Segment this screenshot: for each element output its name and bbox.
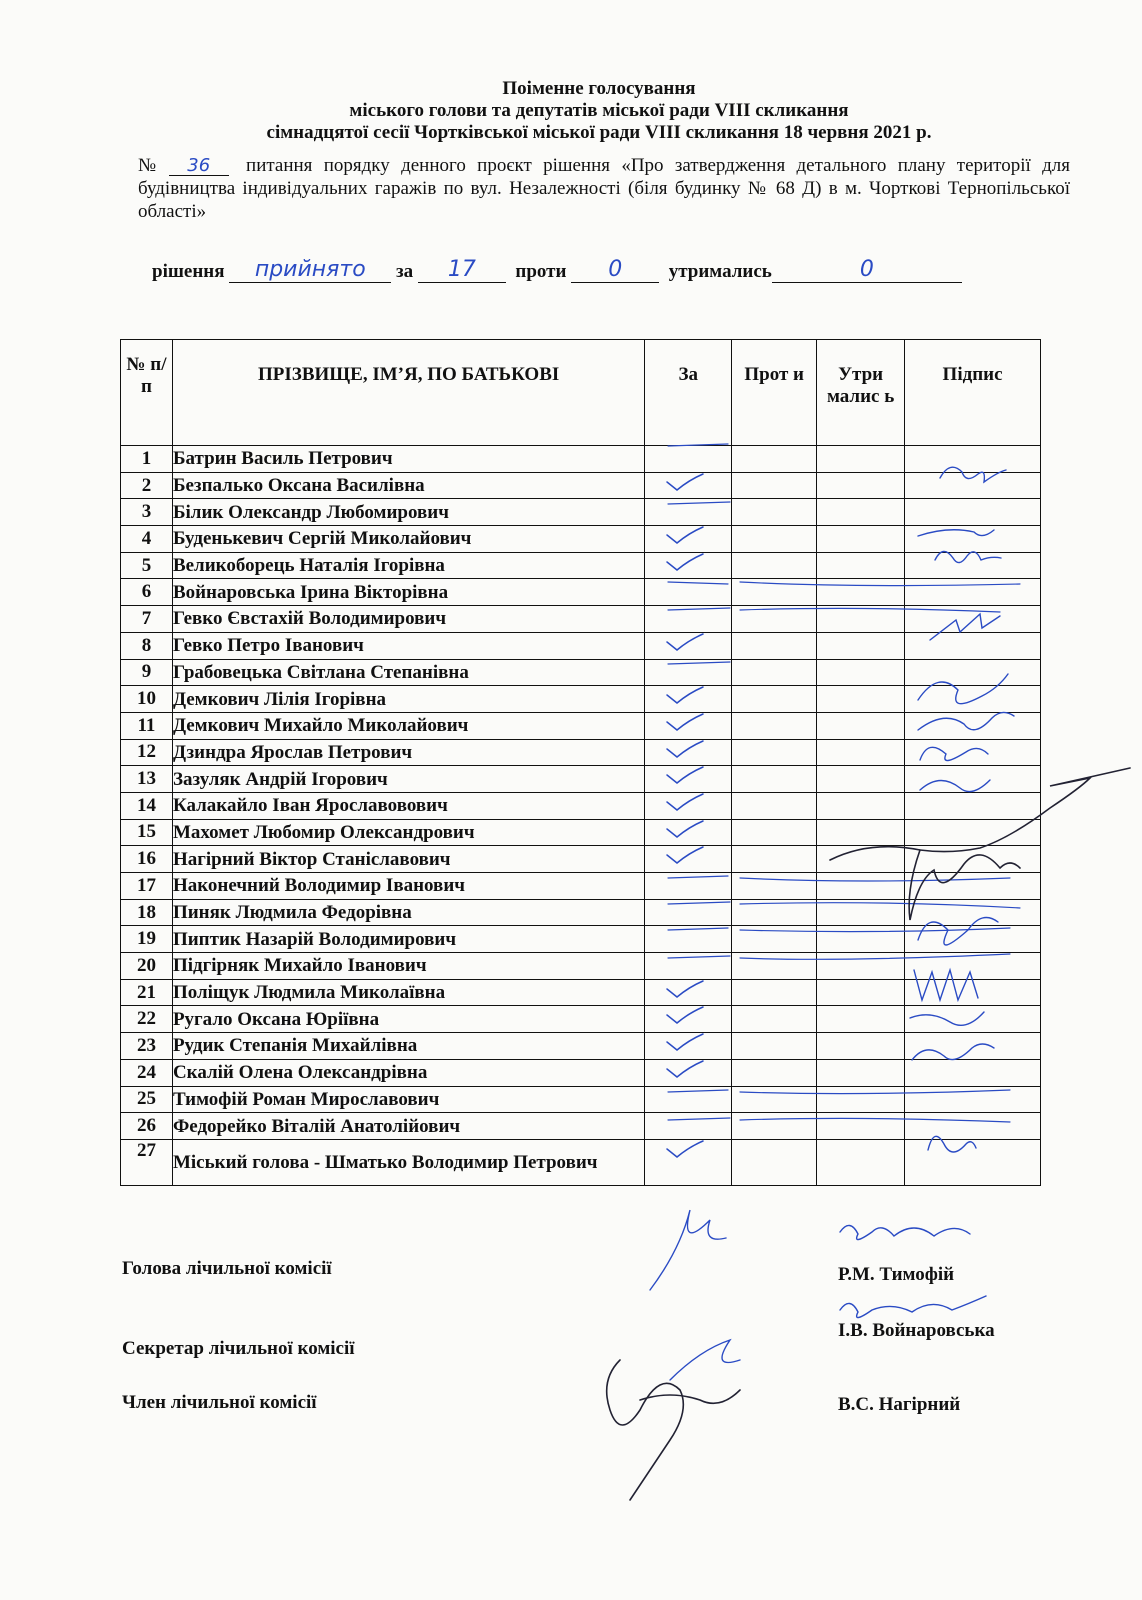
- vote-against-cell: [732, 1139, 817, 1185]
- checkmark-icon: [675, 769, 699, 785]
- row-number: 20: [121, 953, 173, 980]
- table-row: [121, 899, 1041, 926]
- signature-cell: [905, 686, 1041, 713]
- row-number: 7: [121, 606, 173, 633]
- table-row: [121, 1086, 1041, 1113]
- signature-cell: [905, 739, 1041, 766]
- vote-abstained-cell: [817, 766, 905, 793]
- signature-cell: [905, 472, 1041, 499]
- deputy-name: Поліщук Людмила Миколаївна: [172, 979, 644, 1006]
- vote-abstained-cell: [817, 1086, 905, 1113]
- vote-against-cell: [732, 446, 817, 473]
- abstained-label: утримались: [668, 261, 772, 282]
- row-number: 15: [121, 819, 173, 846]
- deputy-name: Федорейко Віталій Анатолійович: [172, 1113, 644, 1140]
- table-row: [121, 846, 1041, 873]
- signature-cell: [905, 526, 1041, 553]
- signature-cell: [905, 1113, 1041, 1140]
- signature-cell: [905, 873, 1041, 900]
- signature-cell: [905, 846, 1041, 873]
- signature-cell: [905, 712, 1041, 739]
- vote-against-cell: [732, 632, 817, 659]
- signature-cell: [905, 632, 1041, 659]
- vote-abstained-cell: [817, 739, 905, 766]
- row-number: 19: [121, 926, 173, 953]
- table-row: [121, 712, 1041, 739]
- vote-abstained-cell: [817, 446, 905, 473]
- vote-against-cell: [732, 873, 817, 900]
- vote-abstained-cell: [817, 632, 905, 659]
- row-number: 12: [121, 739, 173, 766]
- table-row: [121, 659, 1041, 686]
- against-value: 0: [571, 258, 659, 283]
- row-number: 26: [121, 1113, 173, 1140]
- deputy-name: Войнаровська Ірина Вікторівна: [172, 579, 644, 606]
- signature-cell: [905, 446, 1041, 473]
- vote-against-cell: [732, 846, 817, 873]
- table-row: [121, 979, 1041, 1006]
- checkmark-icon: [675, 823, 699, 839]
- vote-abstained-cell: [817, 1059, 905, 1086]
- header-name: ПРІЗВИЩЕ, ІМ’Я, ПО БАТЬКОВІ: [172, 340, 644, 446]
- signature-cell: [905, 659, 1041, 686]
- row-number: 18: [121, 899, 173, 926]
- vote-for-cell: [645, 1006, 732, 1033]
- vote-against-cell: [732, 579, 817, 606]
- vote-for-cell: [645, 846, 732, 873]
- table-row: [121, 499, 1041, 526]
- deputy-name: Білик Олександр Любомирович: [172, 499, 644, 526]
- vote-for-cell: [645, 659, 732, 686]
- signature-cell: [905, 1033, 1041, 1060]
- vote-abstained-cell: [817, 846, 905, 873]
- deputy-name: Пиптик Назарій Володимирович: [172, 926, 644, 953]
- deputy-name: Міський голова - Шматько Володимир Петрович: [172, 1139, 644, 1185]
- signature-cell: [905, 1006, 1041, 1033]
- vote-for-cell: [645, 686, 732, 713]
- row-number: 21: [121, 979, 173, 1006]
- header-for: За: [645, 340, 732, 446]
- deputy-name: Демкович Михайло Миколайович: [172, 712, 644, 739]
- chair-name: Р.М. Тимофій: [838, 1264, 955, 1285]
- row-number: 10: [121, 686, 173, 713]
- vote-against-cell: [732, 1086, 817, 1113]
- row-number: 3: [121, 499, 173, 526]
- row-number: 1: [121, 446, 173, 473]
- header-signature: Підпис: [905, 340, 1041, 446]
- member-label: Член лічильної комісії: [122, 1392, 317, 1413]
- document-title: [120, 78, 1078, 144]
- signature-cell: [905, 1139, 1041, 1185]
- vote-abstained-cell: [817, 659, 905, 686]
- vote-abstained-cell: [817, 926, 905, 953]
- checkmark-icon: [675, 529, 699, 545]
- for-value: 17: [418, 258, 506, 283]
- vote-abstained-cell: [817, 1006, 905, 1033]
- signature-cell: [905, 552, 1041, 579]
- title-line-1: Поіменне голосування: [502, 78, 696, 99]
- checkmark-icon: [675, 1063, 699, 1079]
- vote-abstained-cell: [817, 873, 905, 900]
- deputy-name: Махомет Любомир Олександрович: [172, 819, 644, 846]
- deputy-name: Підгірняк Михайло Іванович: [172, 953, 644, 980]
- checkmark-icon: [675, 1036, 699, 1052]
- deputy-name: Наконечний Володимир Іванович: [172, 873, 644, 900]
- vote-abstained-cell: [817, 499, 905, 526]
- table-row: [121, 792, 1041, 819]
- table-body: [121, 446, 1041, 1186]
- vote-abstained-cell: [817, 686, 905, 713]
- table-row: [121, 1033, 1041, 1060]
- vote-abstained-cell: [817, 899, 905, 926]
- table-row: [121, 926, 1041, 953]
- question-text: питання порядку денного проєкт рішення «Про затвердження детального плану території для будівництва індивідуальних гаражів по вул. Незалежності (біля будинку № 68 Д) в м. Чорткові Тернопільської області»: [138, 155, 1070, 222]
- table-row: [121, 953, 1041, 980]
- deputy-name: Пиняк Людмила Федорівна: [172, 899, 644, 926]
- vote-for-cell: [645, 899, 732, 926]
- vote-against-cell: [732, 899, 817, 926]
- vote-for-cell: [645, 792, 732, 819]
- vote-against-cell: [732, 953, 817, 980]
- checkmark-icon: [675, 636, 699, 652]
- vote-against-cell: [732, 686, 817, 713]
- vote-for-cell: [645, 979, 732, 1006]
- signature-cell: [905, 953, 1041, 980]
- against-label: проти: [515, 261, 567, 282]
- vote-for-cell: [645, 472, 732, 499]
- row-number: 24: [121, 1059, 173, 1086]
- vote-abstained-cell: [817, 552, 905, 579]
- decision-value: прийнято: [229, 258, 391, 283]
- deputy-name: Буденькевич Сергій Миколайович: [172, 526, 644, 553]
- checkmark-icon: [675, 716, 699, 732]
- row-number: 2: [121, 472, 173, 499]
- checkmark-icon: [675, 1009, 699, 1025]
- signature-cell: [905, 1086, 1041, 1113]
- vote-for-cell: [645, 446, 732, 473]
- row-number: 6: [121, 579, 173, 606]
- vote-against-cell: [732, 659, 817, 686]
- signature-cell: [905, 579, 1041, 606]
- signature-cell: [905, 766, 1041, 793]
- row-number: 9: [121, 659, 173, 686]
- vote-against-cell: [732, 606, 817, 633]
- signature-cell: [905, 979, 1041, 1006]
- vote-for-cell: [645, 1113, 732, 1140]
- vote-against-cell: [732, 499, 817, 526]
- table-row: [121, 1059, 1041, 1086]
- table-row: [121, 873, 1041, 900]
- row-number: 25: [121, 1086, 173, 1113]
- header-against: Прот и: [732, 340, 817, 446]
- vote-against-cell: [732, 472, 817, 499]
- table-row: [121, 579, 1041, 606]
- vote-for-cell: [645, 873, 732, 900]
- table-row: [121, 1006, 1041, 1033]
- vote-for-cell: [645, 579, 732, 606]
- vote-abstained-cell: [817, 1033, 905, 1060]
- table-row: [121, 526, 1041, 553]
- vote-against-cell: [732, 1113, 817, 1140]
- signature-cell: [905, 819, 1041, 846]
- row-number: 22: [121, 1006, 173, 1033]
- vote-against-cell: [732, 712, 817, 739]
- vote-abstained-cell: [817, 606, 905, 633]
- vote-for-cell: [645, 739, 732, 766]
- vote-abstained-cell: [817, 526, 905, 553]
- table-row: [121, 552, 1041, 579]
- vote-against-cell: [732, 792, 817, 819]
- deputy-name: Грабовецька Світлана Степанівна: [172, 659, 644, 686]
- agenda-question: [138, 154, 1070, 223]
- vote-abstained-cell: [817, 953, 905, 980]
- deputy-name: Дзиндра Ярослав Петрович: [172, 739, 644, 766]
- table-row: [121, 1139, 1041, 1185]
- vote-for-cell: [645, 552, 732, 579]
- row-number: 27: [121, 1139, 173, 1185]
- vote-for-cell: [645, 526, 732, 553]
- table-row: [121, 606, 1041, 633]
- abstained-value: 0: [772, 258, 962, 283]
- signature-cell: [905, 899, 1041, 926]
- secretary-name: І.В. Войнаровська: [838, 1320, 995, 1341]
- row-number: 11: [121, 712, 173, 739]
- deputy-name: Гевко Євстахій Володимирович: [172, 606, 644, 633]
- table-row: [121, 819, 1041, 846]
- vote-for-cell: [645, 632, 732, 659]
- vote-for-cell: [645, 926, 732, 953]
- table-row: [121, 739, 1041, 766]
- deputy-name: Калакайло Іван Ярославовович: [172, 792, 644, 819]
- row-number: 23: [121, 1033, 173, 1060]
- vote-abstained-cell: [817, 792, 905, 819]
- row-number: 8: [121, 632, 173, 659]
- for-label: за: [396, 261, 414, 282]
- vote-abstained-cell: [817, 1113, 905, 1140]
- signature-cell: [905, 499, 1041, 526]
- row-number: 13: [121, 766, 173, 793]
- vote-against-cell: [732, 1033, 817, 1060]
- table-row: [121, 446, 1041, 473]
- vote-for-cell: [645, 499, 732, 526]
- checkmark-icon: [675, 849, 699, 865]
- checkmark-icon: [675, 1143, 699, 1159]
- vote-abstained-cell: [817, 979, 905, 1006]
- vote-abstained-cell: [817, 819, 905, 846]
- vote-abstained-cell: [817, 472, 905, 499]
- vote-against-cell: [732, 926, 817, 953]
- vote-for-cell: [645, 953, 732, 980]
- header-abstained: Утри малис ь: [817, 340, 905, 446]
- vote-against-cell: [732, 819, 817, 846]
- member-name: В.С. Нагірний: [838, 1394, 961, 1415]
- vote-for-cell: [645, 1086, 732, 1113]
- vote-against-cell: [732, 979, 817, 1006]
- deputy-name: Нагірний Віктор Станіславович: [172, 846, 644, 873]
- vote-abstained-cell: [817, 579, 905, 606]
- vote-against-cell: [732, 739, 817, 766]
- roll-call-table: [120, 339, 1041, 1186]
- row-number: 5: [121, 552, 173, 579]
- checkmark-icon: [675, 476, 699, 492]
- deputy-name: Батрин Василь Петрович: [172, 446, 644, 473]
- vote-against-cell: [732, 766, 817, 793]
- signature-cell: [905, 606, 1041, 633]
- row-number: 14: [121, 792, 173, 819]
- vote-for-cell: [645, 712, 732, 739]
- title-line-3: сімнадцятої сесії Чортківської міської ради VIII скликання 18 червня 2021 р.: [266, 122, 932, 143]
- deputy-name: Великоборець Наталія Ігорівна: [172, 552, 644, 579]
- table-row: [121, 686, 1041, 713]
- vote-for-cell: [645, 1139, 732, 1185]
- checkmark-icon: [675, 689, 699, 705]
- table-row: [121, 766, 1041, 793]
- deputy-name: Рудик Степанія Михайлівна: [172, 1033, 644, 1060]
- number-prefix: №: [138, 155, 163, 176]
- table-row: [121, 472, 1041, 499]
- deputy-name: Безпалько Оксана Василівна: [172, 472, 644, 499]
- deputy-name: Демкович Лілія Ігорівна: [172, 686, 644, 713]
- deputy-name: Ругало Оксана Юріївна: [172, 1006, 644, 1033]
- title-line-2: міського голови та депутатів міської ради VIII скликання: [349, 100, 849, 121]
- signature-cell: [905, 792, 1041, 819]
- signature-cell: [905, 1059, 1041, 1086]
- vote-for-cell: [645, 819, 732, 846]
- table-row: [121, 1113, 1041, 1140]
- chair-label: Голова лічильної комісії: [122, 1258, 332, 1279]
- vote-for-cell: [645, 1059, 732, 1086]
- row-number: 4: [121, 526, 173, 553]
- signature-cell: [905, 926, 1041, 953]
- deputy-name: Гевко Петро Іванович: [172, 632, 644, 659]
- vote-against-cell: [732, 1059, 817, 1086]
- vote-against-cell: [732, 1006, 817, 1033]
- result-line: [152, 258, 1052, 283]
- checkmark-icon: [675, 796, 699, 812]
- deputy-name: Зазуляк Андрій Ігорович: [172, 766, 644, 793]
- vote-against-cell: [732, 552, 817, 579]
- header-num: № п/п: [121, 340, 173, 446]
- deputy-name: Скалій Олена Олександрівна: [172, 1059, 644, 1086]
- row-number: 17: [121, 873, 173, 900]
- decision-label: рішення: [152, 261, 225, 282]
- checkmark-icon: [675, 556, 699, 572]
- handwritten-question-number: 36: [169, 157, 229, 176]
- vote-for-cell: [645, 766, 732, 793]
- secretary-label: Секретар лічильної комісії: [122, 1338, 355, 1359]
- vote-for-cell: [645, 606, 732, 633]
- checkmark-icon: [675, 743, 699, 759]
- table-row: [121, 632, 1041, 659]
- vote-against-cell: [732, 526, 817, 553]
- vote-abstained-cell: [817, 1139, 905, 1185]
- row-number: 16: [121, 846, 173, 873]
- checkmark-icon: [675, 983, 699, 999]
- vote-abstained-cell: [817, 712, 905, 739]
- vote-for-cell: [645, 1033, 732, 1060]
- table-header-row: [121, 340, 1041, 446]
- deputy-name: Тимофій Роман Мирославович: [172, 1086, 644, 1113]
